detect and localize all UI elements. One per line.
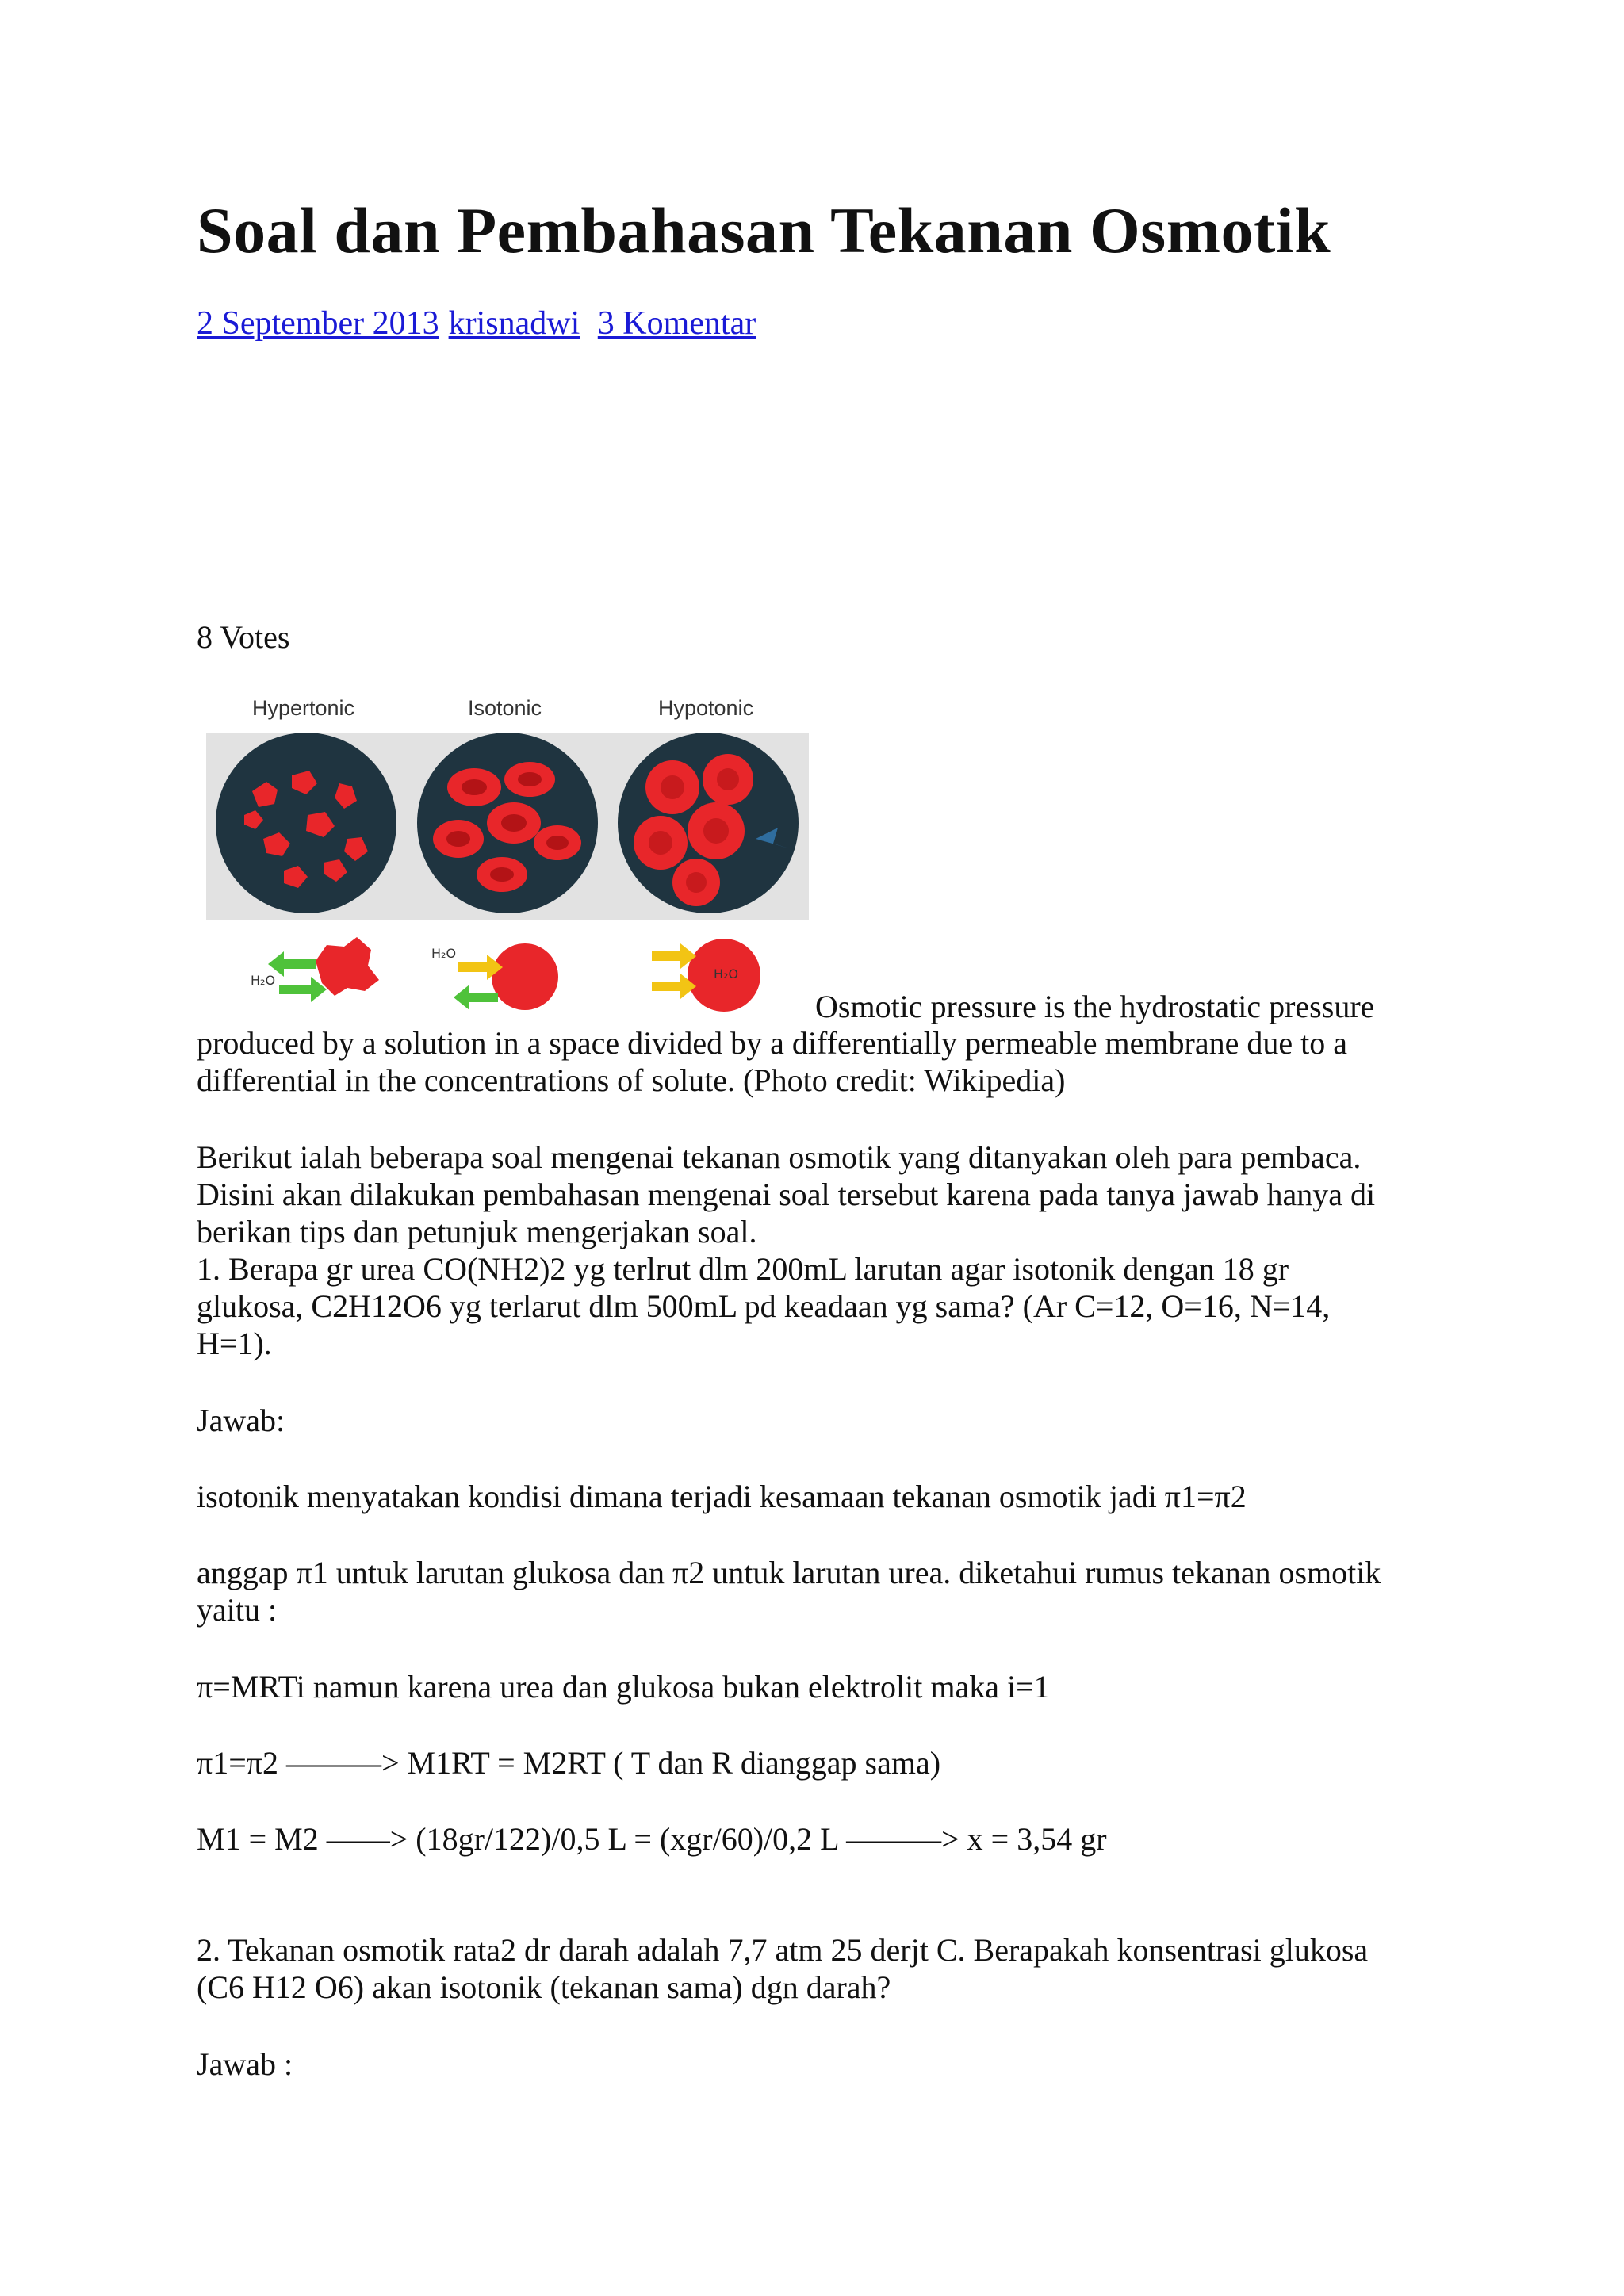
figure-caption-line2: produced by a solution in a space divided by a differentially permeable membrane due to a [197, 1025, 1347, 1061]
water-label-1: H₂O [251, 973, 276, 988]
figure-caption-line1: Osmotic pressure is the hydrostatic pressure [815, 989, 1375, 1024]
question1-line2: glukosa, C2H12O6 yg terlarut dlm 500mL pd keadaan yg sama? (Ar C=12, O=16, N=14, [197, 1288, 1331, 1324]
isotonic-dish [417, 733, 598, 913]
question2-line1: 2. Tekanan osmotik rata2 dr darah adalah 7,7 atm 25 derjt C. Berapakah konsentrasi glukosa [197, 1932, 1369, 1968]
answer1-assume-line2: yaitu : [197, 1592, 278, 1628]
post-meta [197, 304, 765, 342]
label-hypertonic: Hypertonic [252, 696, 355, 720]
red-blood-cells-illustration [197, 688, 815, 1013]
hypotonic-dish [618, 733, 799, 913]
answer1-heading: Jawab: [197, 1402, 285, 1438]
question2-line2: (C6 H12 O6) akan isotonik (tekanan sama) dgn darah? [197, 1969, 891, 2005]
votes-count: 8 Votes [197, 619, 290, 655]
label-hypotonic: Hypotonic [658, 696, 754, 720]
hypertonic-cell-diagram [251, 937, 379, 1002]
answer1-assume-line1: anggap π1 untuk larutan glukosa dan π2 untuk larutan urea. diketahui rumus tekanan osmotik [197, 1555, 1381, 1590]
answer1-formula: π=MRTi namun karena urea dan glukosa bukan elektrolit maka i=1 [197, 1669, 1050, 1705]
hypertonic-dish [216, 733, 396, 913]
water-label-3: H₂O [714, 966, 739, 982]
comments-link[interactable]: 3 Komentar [597, 305, 756, 342]
answer2-heading: Jawab : [197, 2046, 293, 2082]
figure-caption-line3: differential in the concentrations of solute. (Photo credit: Wikipedia) [197, 1062, 1066, 1098]
label-isotonic: Isotonic [468, 696, 542, 720]
hypotonic-cell-diagram [652, 939, 760, 1012]
water-label-2: H₂O [431, 946, 457, 961]
author-link[interactable]: krisnadwi [448, 305, 580, 342]
intro-line3: berikan tips dan petunjuk mengerjakan soal. [197, 1214, 757, 1249]
intro-line1: Berikut ialah beberapa soal mengenai tekanan osmotik yang ditanyakan oleh para pembaca. [197, 1139, 1362, 1175]
article-title: Soal dan Pembahasan Tekanan Osmotik [197, 194, 1331, 266]
intro-line2: Disini akan dilakukan pembahasan mengenai soal tersebut karena pada tanya jawab hanya di [197, 1177, 1376, 1212]
answer1-isotonic: isotonik menyatakan kondisi dimana terjadi kesamaan tekanan osmotik jadi π1=π2 [197, 1479, 1247, 1514]
question1-line3: H=1). [197, 1326, 272, 1361]
answer1-result: M1 = M2 ——> (18gr/122)/0,5 L = (xgr/60)/0,2 L ———> x = 3,54 gr [197, 1821, 1107, 1857]
answer1-equality: π1=π2 ———> M1RT = M2RT ( T dan R dianggap sama) [197, 1745, 941, 1781]
post-date-link[interactable]: 2 September 2013 [197, 305, 439, 342]
osmosis-figure [197, 688, 815, 1013]
question1-line1: 1. Berapa gr urea CO(NH2)2 yg terlrut dlm 200mL larutan agar isotonik dengan 18 gr [197, 1251, 1289, 1287]
isotonic-cell-diagram [431, 943, 558, 1010]
